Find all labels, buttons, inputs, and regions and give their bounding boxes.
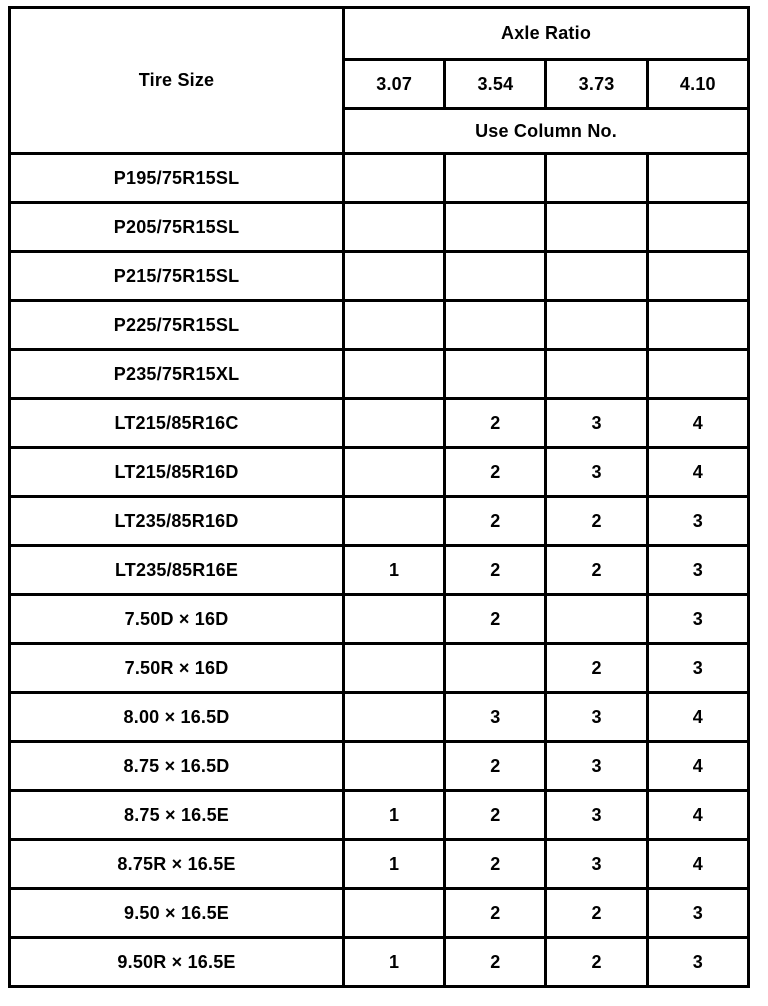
tire-size-cell: 7.50D × 16D (10, 595, 344, 644)
column-number-cell: 3 (546, 791, 647, 840)
column-number-cell (344, 693, 445, 742)
column-number-cell (344, 497, 445, 546)
tire-size-header: Tire Size (10, 8, 344, 154)
column-number-cell: 3 (647, 497, 748, 546)
column-number-cell (546, 203, 647, 252)
column-number-cell (445, 252, 546, 301)
table-row (10, 252, 749, 301)
tire-size-cell: P195/75R15SL (10, 154, 344, 203)
table-row (10, 154, 749, 203)
column-number-cell (344, 203, 445, 252)
column-number-cell: 3 (647, 546, 748, 595)
column-number-cell: 2 (445, 497, 546, 546)
column-number-cell: 4 (647, 693, 748, 742)
table-row (10, 497, 749, 546)
column-number-cell: 2 (445, 448, 546, 497)
column-number-cell (344, 252, 445, 301)
tire-size-cell: 7.50R × 16D (10, 644, 344, 693)
table-row (10, 301, 749, 350)
ratio-header-2: 3.54 (445, 60, 546, 109)
table-row (10, 399, 749, 448)
column-number-cell (647, 252, 748, 301)
column-number-cell (344, 742, 445, 791)
column-number-cell (647, 350, 748, 399)
tire-size-cell: P225/75R15SL (10, 301, 344, 350)
ratio-header-3: 3.73 (546, 60, 647, 109)
column-number-cell (546, 350, 647, 399)
column-number-cell: 2 (546, 546, 647, 595)
column-number-cell (445, 350, 546, 399)
table-row (10, 889, 749, 938)
column-number-cell: 1 (344, 840, 445, 889)
column-number-cell: 2 (445, 889, 546, 938)
column-number-cell (344, 889, 445, 938)
column-number-cell: 2 (445, 840, 546, 889)
column-number-cell: 1 (344, 938, 445, 987)
column-number-cell: 2 (445, 742, 546, 791)
table-row (10, 938, 749, 987)
table-row (10, 644, 749, 693)
column-number-cell: 4 (647, 448, 748, 497)
column-number-cell: 2 (546, 889, 647, 938)
tire-axle-ratio-table (8, 6, 750, 988)
column-number-cell (445, 301, 546, 350)
table-row (10, 595, 749, 644)
column-number-cell (546, 595, 647, 644)
column-number-cell (344, 350, 445, 399)
column-number-cell: 3 (546, 742, 647, 791)
column-number-cell (647, 203, 748, 252)
column-number-cell: 3 (445, 693, 546, 742)
use-column-header: Use Column No. (344, 109, 749, 154)
column-number-cell: 2 (445, 595, 546, 644)
table-row (10, 840, 749, 889)
column-number-cell (546, 301, 647, 350)
column-number-cell: 1 (344, 791, 445, 840)
table-row (10, 791, 749, 840)
column-number-cell (344, 595, 445, 644)
column-number-cell: 2 (546, 938, 647, 987)
column-number-cell (344, 301, 445, 350)
column-number-cell (647, 154, 748, 203)
table-row (10, 693, 749, 742)
column-number-cell (344, 448, 445, 497)
column-number-cell: 2 (445, 938, 546, 987)
tire-size-cell: LT235/85R16D (10, 497, 344, 546)
ratio-header-4: 4.10 (647, 60, 748, 109)
column-number-cell: 2 (445, 791, 546, 840)
tire-size-cell: LT215/85R16C (10, 399, 344, 448)
ratio-header-1: 3.07 (344, 60, 445, 109)
tire-axle-ratio-document (8, 6, 750, 996)
table-row (10, 203, 749, 252)
column-number-cell: 1 (344, 546, 445, 595)
column-number-cell: 2 (546, 644, 647, 693)
tire-size-cell: 9.50R × 16.5E (10, 938, 344, 987)
tire-size-cell: 8.75 × 16.5E (10, 791, 344, 840)
column-number-cell: 4 (647, 742, 748, 791)
column-number-cell (445, 644, 546, 693)
table-body (10, 154, 749, 987)
column-number-cell (647, 301, 748, 350)
tire-size-cell: LT235/85R16E (10, 546, 344, 595)
tire-size-cell: 9.50 × 16.5E (10, 889, 344, 938)
table-row (10, 350, 749, 399)
column-number-cell: 2 (445, 399, 546, 448)
tire-size-cell: 8.75R × 16.5E (10, 840, 344, 889)
table-row (10, 742, 749, 791)
tire-size-cell: P215/75R15SL (10, 252, 344, 301)
column-number-cell: 3 (546, 448, 647, 497)
tire-size-cell: LT215/85R16D (10, 448, 344, 497)
column-number-cell: 2 (445, 546, 546, 595)
table-header (10, 8, 749, 154)
column-number-cell: 3 (647, 889, 748, 938)
column-number-cell: 3 (647, 938, 748, 987)
tire-size-cell: P235/75R15XL (10, 350, 344, 399)
table-row (10, 546, 749, 595)
column-number-cell: 3 (546, 693, 647, 742)
column-number-cell: 4 (647, 399, 748, 448)
tire-size-cell: 8.00 × 16.5D (10, 693, 344, 742)
column-number-cell: 3 (546, 399, 647, 448)
column-number-cell (445, 203, 546, 252)
table-row (10, 448, 749, 497)
column-number-cell (344, 154, 445, 203)
column-number-cell: 4 (647, 840, 748, 889)
column-number-cell: 3 (647, 644, 748, 693)
column-number-cell: 3 (546, 840, 647, 889)
column-number-cell: 4 (647, 791, 748, 840)
column-number-cell: 3 (647, 595, 748, 644)
column-number-cell (344, 644, 445, 693)
tire-size-cell: P205/75R15SL (10, 203, 344, 252)
tire-size-cell: 8.75 × 16.5D (10, 742, 344, 791)
column-number-cell (546, 252, 647, 301)
axle-ratio-header: Axle Ratio (344, 8, 749, 60)
column-number-cell (344, 399, 445, 448)
column-number-cell (445, 154, 546, 203)
column-number-cell: 2 (546, 497, 647, 546)
column-number-cell (546, 154, 647, 203)
